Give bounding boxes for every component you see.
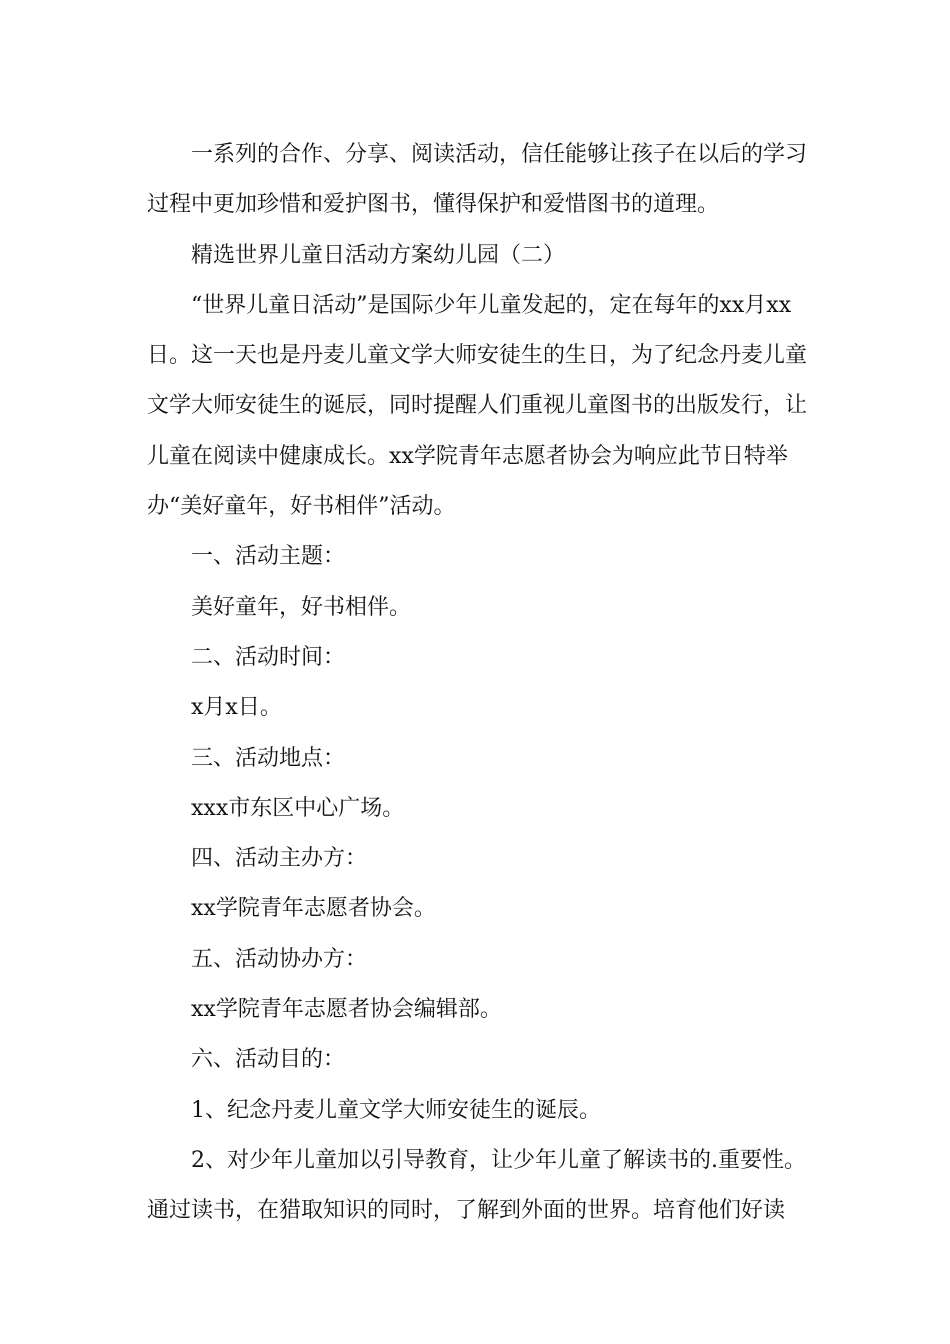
activity-time-value: x月x日。 xyxy=(191,695,282,721)
section-heading-two: 精选世界儿童日活动方案幼儿园（二） xyxy=(191,242,566,268)
activity-theme-value: 美好童年，好书相伴。 xyxy=(191,594,412,620)
paragraph-background: “世界儿童日活动”是国际少年儿童发起的，定在每年的xx月xx日。这一天也是丹麦儿童文学大师安徒生的生日，为了纪念丹麦儿童文学大师安徒生的诞辰，同时提醒人们重视儿童图书的出版发行，让儿童在阅读中健康成长。xx学院青年志愿者协会为响应此节日特举办“美好童年，好书相伴”活动。 xyxy=(147,292,808,520)
co-organizer-value: xx学院青年志愿者协会编辑部。 xyxy=(191,997,502,1023)
paragraph-intro-continuation: 一系列的合作、分享、阅读活动，信任能够让孩子在以后的学习过程中更加珍惜和爱护图书，懂得保护和爱惜图书的道理。 xyxy=(147,142,808,218)
heading-activity-location: 三、活动地点： xyxy=(191,745,346,771)
heading-organizer: 四、活动主办方： xyxy=(191,846,368,872)
heading-activity-time: 二、活动时间： xyxy=(191,644,346,670)
heading-activity-theme: 一、活动主题： xyxy=(191,544,346,570)
heading-co-organizer: 五、活动协办方： xyxy=(191,946,368,972)
heading-activity-purpose: 六、活动目的： xyxy=(191,1047,346,1073)
purpose-item-1: 1、纪念丹麦儿童文学大师安徒生的诞辰。 xyxy=(191,1097,601,1123)
purpose-item-2: 2、对少年儿童加以引导教育，让少年儿童了解读书的.重要性。通过读书，在猎取知识的同时，了解到外面的世界。培育他们好读 xyxy=(147,1147,806,1224)
activity-location-value: xxx市东区中心广场。 xyxy=(191,795,405,821)
document-body xyxy=(147,130,807,1237)
organizer-value: xx学院青年志愿者协会。 xyxy=(191,896,436,922)
